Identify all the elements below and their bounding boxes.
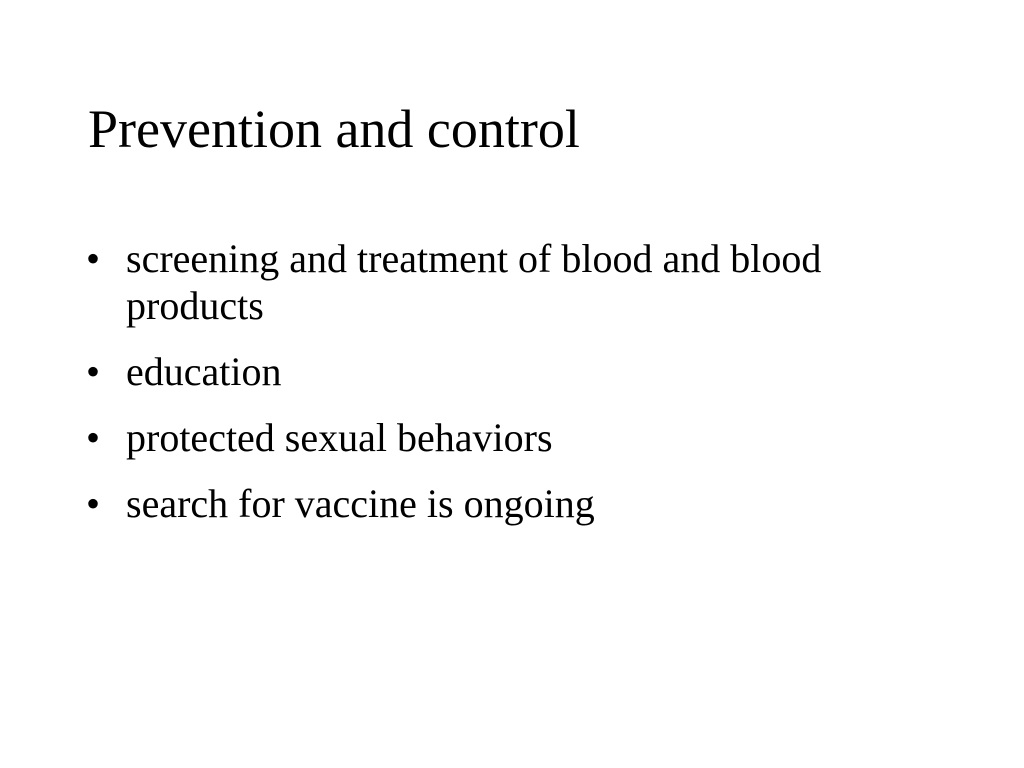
- bullet-text: search for vaccine is ongoing: [126, 481, 595, 526]
- bullet-marker: •: [86, 415, 101, 460]
- bullet-item: [86, 348, 946, 395]
- bullet-marker: •: [86, 481, 101, 526]
- bullet-marker: •: [86, 349, 101, 394]
- bullet-marker: •: [86, 236, 101, 281]
- bullet-text: screening and treatment of blood and blood products: [126, 236, 822, 328]
- slide-title: Prevention and control: [88, 99, 580, 159]
- bullet-item: [86, 235, 946, 329]
- bullet-list: [86, 235, 946, 546]
- bullet-item: [86, 414, 946, 461]
- bullet-text: protected sexual behaviors: [126, 415, 553, 460]
- bullet-text: education: [126, 349, 282, 394]
- bullet-item: [86, 480, 946, 527]
